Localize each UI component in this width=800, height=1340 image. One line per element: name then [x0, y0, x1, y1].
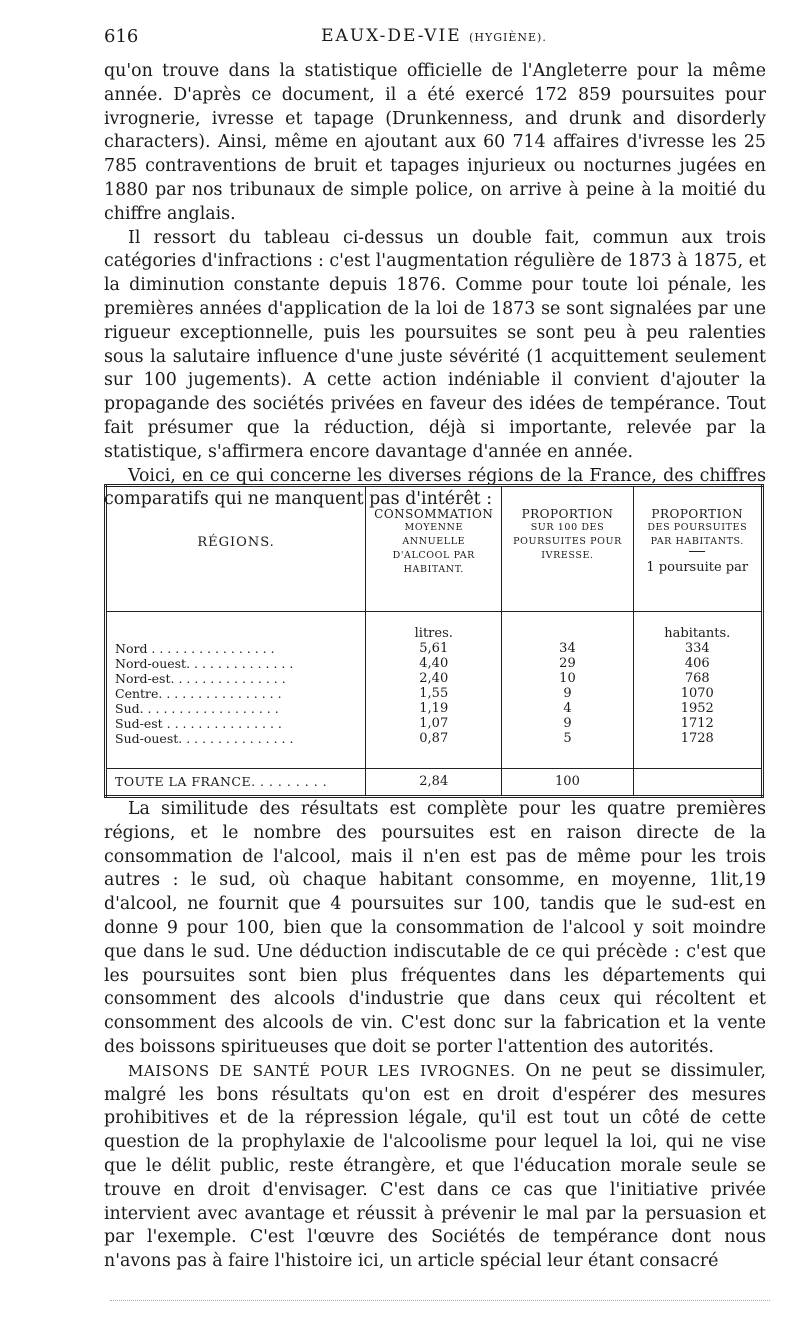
body-text-top	[104, 60, 766, 512]
footer-rule	[110, 1300, 770, 1301]
body-text-bottom	[104, 798, 766, 1274]
section-heading: MAISONS DE SANTÉ POUR LES IVROGNES.	[128, 1061, 516, 1080]
paragraph: La similitude des résultats est complète pour les quatre premières régions, et le nombre des poursuites est en raison directe de la consommation de l'alcool, mais il n'en est pas de même pour les trois autres : le sud, où chaque habitant consomme, en moyenne, 1lit,19 d'alcool, ne fournit que 4 poursuites sur 100, tandis que le sud-est en donne 9 pour 100, bien que la consommation de l'alcool y soit moindre que dans le sud. Une déduction indiscutable de ce qui précède : c'est que les poursuites sont bien plus fréquentes dans les départements qui consomment des alcools d'industrie que dans ceux qui récoltent et consomment des alcools de vin. C'est donc sur la fabrication et la vente des boissons spiritueuses que doit se porter l'attention des autorités.	[104, 799, 766, 1057]
header-consumption: CONSOMMATION MOYENNE ANNUELLE D'ALCOOL PAR HABITANT.	[366, 486, 502, 612]
table-row: Sud-est . . . . . . . . . . . . . . . 1,07 9 1712	[106, 716, 763, 731]
table-header-row	[106, 486, 763, 612]
units-row	[106, 612, 763, 642]
total-proportion: 100	[502, 769, 633, 797]
table-row: Sud-ouest. . . . . . . . . . . . . . . 0,87 5 1728	[106, 731, 763, 746]
total-consumption: 2,84	[366, 769, 502, 797]
header-regions: RÉGIONS.	[106, 486, 366, 612]
paragraph: Il ressort du tableau ci-dessus un double fait, commun aux trois catégories d'infractions : c'est l'augmentation régulière de 1873 à 1875, et la diminution constante depuis 1876. Comme pour toute loi pénale, les premières années d'application de la loi de 1873 se sont signalées par une rigueur exceptionnelle, puis les poursuites se sont peu à peu ralenties sous la salutaire influence d'une juste sévérité (1 acquittement seulement sur 100 jugements). A cette action indéniable il convient d'ajouter la propagande des sociétés privées en faveur des idées de tempérance. Tout fait présumer que la réduction, déjà si importante, relevée par la statistique, s'affirmera encore davantage d'année en année.	[104, 227, 766, 462]
header-proportion: PROPORTION SUR 100 DES POURSUITES POUR IVRESSE.	[502, 486, 633, 612]
page-number: 616	[104, 26, 139, 47]
table-row: Nord-est. . . . . . . . . . . . . . . 2,40 10 768	[106, 671, 763, 686]
unit-litres: litres.	[366, 612, 502, 642]
total-label: TOUTE LA FRANCE. . . . . . . . .	[106, 769, 366, 797]
paragraph: qu'on trouve dans la statistique officielle de l'Angleterre pour la même année. D'après ce document, il a été exercé 172 859 poursuites pour ivrognerie, ivresse et tapage (Drunkenness, and drunk and disorderly characters). Ainsi, même en ajoutant aux 60 714 affaires d'ivresse les 25 785 contraventions de bruit et tapages injurieux ou nocturnes jugées en 1880 par nos tribunaux de simple police, on arrive à peine à la moitié du chiffre anglais.	[104, 61, 766, 224]
regional-statistics-table	[104, 484, 764, 798]
unit-habitants: habitants.	[633, 612, 762, 642]
running-title-sub: (HYGIÈNE).	[469, 31, 547, 44]
running-title	[104, 26, 764, 46]
table-row: Nord . . . . . . . . . . . . . . . . 5,61 34 334	[106, 641, 763, 656]
section-text: On ne peut se dissimuler, malgré les bons résultats qu'on est en droit d'espérer des mesures prohibitives et de la répression légale, qu'il est tout un côté de cette question de la prophylaxie de l'alcoolisme pour lequel la loi, qui ne vise que le délit public, reste étrangère, et que l'éducation morale seule se trouve en droit d'envisager. C'est dans ce cas que l'initiative privée intervient avec avantage et réussit à prévenir le mal par la persuasion et par l'exemple. C'est l'œuvre des Sociétés de tempérance dont nous n'avons pas à faire l'histoire ici, un article spécial leur étant consacré	[104, 1060, 766, 1272]
table-row: Sud. . . . . . . . . . . . . . . . . . 1,19 4 1952	[106, 701, 763, 716]
table-row: Nord-ouest. . . . . . . . . . . . . . 4,40 29 406	[106, 656, 763, 671]
paragraph: Voici, en ce qui concerne les diverses régions de la France, des chiffres comparatifs qui ne manquent pas d'intérêt :	[104, 465, 766, 510]
running-header	[104, 26, 764, 50]
header-proportion-habitants: PROPORTION DES POURSUITES PAR HABITANTS. 1 poursuite par	[633, 486, 762, 612]
total-row	[106, 769, 763, 797]
section-paragraph	[104, 1060, 766, 1274]
running-title-main: EAUX-DE-VIE	[321, 26, 462, 46]
table-row: Centre. . . . . . . . . . . . . . . . 1,55 9 1070	[106, 686, 763, 701]
